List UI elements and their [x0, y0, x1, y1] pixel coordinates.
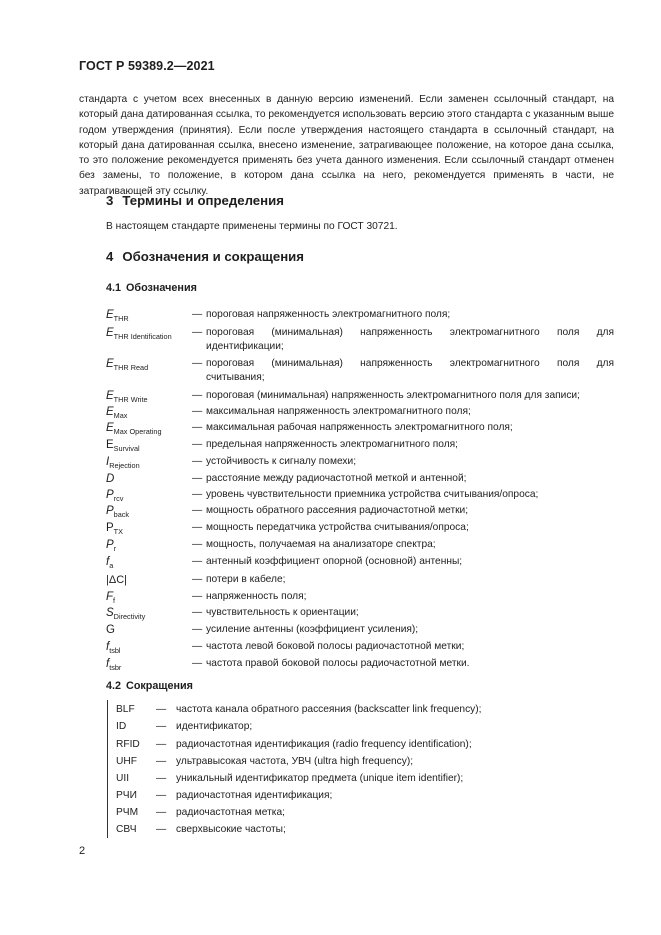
- abbreviation: СВЧ: [116, 824, 137, 835]
- dash: —: [192, 641, 203, 652]
- dash: —: [192, 607, 203, 618]
- symbol-row: [106, 573, 614, 587]
- symbol: D: [106, 473, 115, 485]
- dash: —: [192, 556, 203, 567]
- intro-text: стандарта с учетом всех внесенных в данную версию изменений. Если заменен ссылочный стандарт, на который дана датированная ссылка, то рекомендуется использовать версию этого стандарта с указанным выше годом утверждения (принятия). Если после утверждения настоящего стандарта в ссылочный стандарт, на который дана датированная ссылка, внесено изменение, затрагивающее положение, на которое дана ссылка, то это положение рекомендуется применять без учета данного изменения. Если ссылочный стандарт отменен без замены, то положение, в котором дана ссылка на него, рекомендуется применять в части, не затрагивающей эту ссылку.: [79, 94, 614, 197]
- dash: —: [192, 522, 203, 533]
- abbreviation-definition: радиочастотная идентификация;: [176, 790, 333, 801]
- symbol-definition: предельная напряженность электромагнитного поля;: [206, 439, 459, 450]
- symbol-definition: максимальная рабочая напряженность электромагнитного поля;: [206, 422, 513, 433]
- abbreviation-definition: радиочастотная метка;: [176, 807, 285, 818]
- symbol-definition-line-2: идентификации;: [206, 341, 284, 352]
- symbol-definition: напряженность поля;: [206, 591, 307, 602]
- subsection-4-1-heading: [106, 282, 197, 294]
- abbreviation: РЧИ: [116, 790, 137, 801]
- section-4-heading: [106, 249, 304, 264]
- symbol-definition: частота левой боковой полосы радиочастотной метки;: [206, 641, 465, 652]
- abbreviation-definition: частота канала обратного рассеяния (backscatter link frequency);: [176, 704, 482, 715]
- dash: —: [156, 773, 167, 784]
- symbol-row: [106, 472, 614, 486]
- symbol-definition: уровень чувствительности приемника устройства считывания/опроса;: [206, 489, 539, 500]
- symbol-definition: усиление антенны (коэффициент усиления);: [206, 624, 419, 635]
- section-3-title: Термины и определения: [122, 193, 284, 208]
- symbol: $P_{back}$: [106, 505, 130, 519]
- subsection-4-2-heading: [106, 680, 193, 692]
- dash: —: [192, 624, 203, 635]
- symbol-row: [106, 640, 614, 654]
- symbol-row: [106, 357, 614, 385]
- subsection-4-1-number: 4.1: [106, 282, 122, 294]
- dash: —: [192, 327, 203, 338]
- symbol-definition: антенный коэффициент опорной (основной) антенны;: [206, 556, 463, 567]
- dash: —: [156, 721, 167, 732]
- symbol-definition: частота правой боковой полосы радиочастотной метки.: [206, 658, 470, 669]
- intro-paragraph: [79, 92, 614, 199]
- section-3-text: В настоящем стандарте применены термины по ГОСТ 30721.: [106, 221, 398, 232]
- dash: —: [156, 704, 167, 715]
- symbol: $f_{tsbr}$: [106, 658, 122, 672]
- dash: —: [192, 309, 203, 320]
- symbol-row: [106, 504, 614, 518]
- dash: —: [192, 591, 203, 602]
- dash: —: [192, 574, 203, 585]
- dash: —: [156, 824, 167, 835]
- section-3-heading: [106, 193, 284, 208]
- symbol: $P_r$: [106, 539, 117, 553]
- dash: —: [156, 739, 167, 750]
- symbol-row: [106, 657, 614, 671]
- abbreviation: ID: [116, 721, 127, 732]
- symbol-row: [106, 438, 614, 452]
- symbol-definition-line-2: считывания;: [206, 372, 265, 383]
- dash: —: [156, 807, 167, 818]
- subsection-4-2-number: 4.2: [106, 680, 122, 692]
- symbol-row: [106, 521, 614, 535]
- symbol-row: [106, 590, 614, 604]
- dash: —: [192, 406, 203, 417]
- symbol-row: [106, 555, 614, 569]
- symbol-definition: пороговая напряженность электромагнитного поля;: [206, 309, 451, 320]
- symbol: G: [106, 624, 115, 636]
- dash: —: [192, 658, 203, 669]
- symbol-definition: потери в кабеле;: [206, 574, 286, 585]
- abbreviation-definition: ультравысокая частота, УВЧ (ultra high frequency);: [176, 756, 414, 767]
- dash: —: [192, 456, 203, 467]
- symbol-row: [106, 421, 614, 435]
- symbol: |ΔC|: [106, 574, 128, 586]
- dash: —: [156, 790, 167, 801]
- dash: —: [192, 390, 203, 401]
- symbol: $E_{THR Write}$: [106, 390, 148, 404]
- symbol: $E_{THR}$: [106, 309, 129, 323]
- abbreviation-definition: уникальный идентификатор предмета (unique item identifier);: [176, 773, 464, 784]
- symbol-definition: чувствительность к ориентации;: [206, 607, 359, 618]
- abbreviation: RFID: [116, 739, 140, 750]
- abbreviation-definition: идентификатор;: [176, 721, 253, 732]
- symbol-row: [106, 488, 614, 502]
- dash: —: [192, 358, 203, 369]
- dash: —: [192, 473, 203, 484]
- symbol: $E_{THR Read}$: [106, 358, 149, 372]
- symbol-row: [106, 623, 614, 637]
- symbol-row: [106, 308, 614, 322]
- symbol-definition: мощность, получаемая на анализаторе спектра;: [206, 539, 436, 550]
- symbol: $E_{Max Operating}$: [106, 422, 162, 436]
- section-3-number: 3: [106, 193, 114, 208]
- symbol: $E_{Max}$: [106, 406, 128, 420]
- symbol-definition: мощность обратного рассеяния радиочастотной метки;: [206, 505, 469, 516]
- symbol-row: [106, 455, 614, 469]
- abbreviation-definition: радиочастотная идентификация (radio frequency identification);: [176, 739, 472, 750]
- abbreviation: РЧМ: [116, 807, 139, 818]
- dash: —: [192, 422, 203, 433]
- subsection-4-2-title: Сокращения: [126, 680, 193, 692]
- symbol-definition: пороговая (минимальная) напряженность электромагнитного поля для записи;: [206, 390, 580, 401]
- subsection-4-1-title: Обозначения: [126, 282, 197, 294]
- abbreviation-definition: сверхвысокие частоты;: [176, 824, 286, 835]
- symbol: $P_{rcv}$: [106, 489, 124, 503]
- abbreviation: BLF: [116, 704, 135, 715]
- symbol: $E_{Survival}$: [106, 439, 140, 453]
- dash: —: [156, 756, 167, 767]
- symbol-row: [106, 326, 614, 354]
- symbol-row: [106, 538, 614, 552]
- abbreviation: UII: [116, 773, 130, 784]
- dash: —: [192, 489, 203, 500]
- symbol: $I_{Rejection}$: [106, 456, 140, 470]
- symbol-definition-line-1: пороговая (минимальная) напряженность электромагнитного поля для: [206, 327, 614, 338]
- abbreviation: UHF: [116, 756, 137, 767]
- symbol-row: [106, 405, 614, 419]
- symbol-definition: мощность передатчика устройства считывания/опроса;: [206, 522, 469, 533]
- symbol-row: [106, 606, 614, 620]
- symbol-definition-line-1: пороговая (минимальная) напряженность электромагнитного поля для: [206, 358, 614, 369]
- symbol-definition: максимальная напряженность электромагнитного поля;: [206, 406, 471, 417]
- symbol: $E_{THR Identification}$: [106, 327, 172, 341]
- symbol: $f_a$: [106, 556, 114, 570]
- dash: —: [192, 539, 203, 550]
- symbol: $F_f$: [106, 591, 116, 605]
- symbol: $S_{Directivity}$: [106, 607, 146, 621]
- symbol: $P_{TX}$: [106, 522, 123, 536]
- page-number: 2: [79, 845, 86, 857]
- dash: —: [192, 439, 203, 450]
- section-4-number: 4: [106, 249, 114, 264]
- symbol: $f_{tsbl}$: [106, 641, 121, 655]
- section-4-title: Обозначения и сокращения: [122, 249, 304, 264]
- dash: —: [192, 505, 203, 516]
- standard-header: ГОСТ Р 59389.2—2021: [79, 59, 215, 73]
- symbol-definition: расстояние между радиочастотной меткой и антенной;: [206, 473, 467, 484]
- symbol-definition: устойчивость к сигналу помехи;: [206, 456, 357, 467]
- symbol-row: [106, 389, 614, 403]
- revision-bar: [107, 700, 108, 838]
